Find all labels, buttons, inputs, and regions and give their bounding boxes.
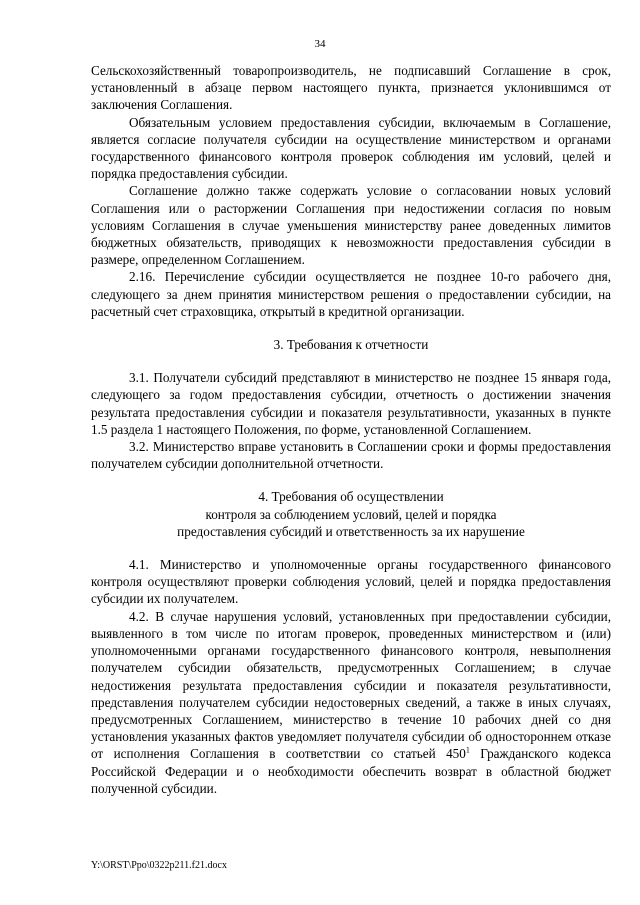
section-4-heading-line: 4. Требования об осуществлении	[258, 489, 444, 505]
paragraph: 4.1. Министерство и уполномоченные органы государственного финансового контроля осуществляют проверки соблюдения условий, целей и порядка предоставления субсидии их получателем.	[91, 557, 611, 607]
section-4-heading-line: предоставления субсидий и ответственность за их нарушение	[177, 523, 525, 539]
section-4-heading-line: контроля за соблюдением условий, целей и порядка	[205, 506, 497, 522]
superscript: 1	[465, 745, 470, 755]
paragraph-text: Гражданского кодекса Российской Федерации и о необходимости обеспечить возврат в областной бюджет полученной субсидии.	[91, 746, 611, 796]
paragraph: 2.16. Перечисление субсидии осуществляется не позднее 10-го рабочего дня, следующего за днем принятия министерством решения о предоставлении субсидии, на расчетный счет страховщика, открытый в кредитной организации.	[91, 269, 611, 319]
paragraph: Сельскохозяйственный товаропроизводитель, не подписавший Соглашение в срок, установленный в абзаце первом настоящего пункта, признается уклонившимся от заключения Соглашения.	[91, 63, 611, 113]
paragraph	[91, 608, 611, 797]
paragraph: Обязательным условием предоставления субсидии, включаемым в Соглашение, является согласие получателя субсидии на осуществление министерством и органами государственного финансового контроля проверок соблюдения им условий, целей и порядка предоставления субсидии.	[91, 114, 611, 182]
paragraph: Соглашение должно также содержать условие о согласовании новых условий Соглашения или о расторжении Соглашения при недостижении согласия по новым условиям Соглашения в случае уменьшения министерству ранее доведенных лимитов бюджетных обязательств, приводящих к невозможности предоставления субсидии в размере, определенном Соглашением.	[91, 183, 611, 268]
paragraph: 3.1. Получатели субсидий представляют в министерство не позднее 15 января года, следующего за годом предоставления субсидии, отчетность о достижении значения результата предоставления субсидии и показателя результативности, указанных в пункте 1.5 раздела 1 настоящего Положения, по форме, установленной Соглашением.	[91, 370, 611, 437]
paragraph: 3.2. Министерство вправе установить в Соглашении сроки и формы предоставления получателем субсидии дополнительной отчетности.	[91, 439, 611, 472]
section-3-heading: 3. Требования к отчетности	[273, 337, 429, 353]
page-number: 34	[314, 38, 326, 50]
document-body	[91, 62, 611, 797]
paragraph-text: 4.2. В случае нарушения условий, установленных при предоставлении субсидии, выявленного в том числе по итогам проверок, проведенных министерством и (или) уполномоченными органами государственного финансового контроля, невыполнения получателем субсидии обязательств, предусмотренных Соглашением; в случае недостижения результата предоставления субсидии и показателя результативности, представления получателем субсидии недостоверных сведений, а также в иных случаях, предусмотренных Соглашением, министерство в течение 10 рабочих дней со дня установления указанных фактов уведомляет получателя субсидии об одностороннем отказе от исполнения Соглашения в соответствии со статьей 450	[91, 608, 611, 762]
section-4-heading	[91, 488, 611, 540]
footer-file-path: Y:\ORST\Ppo\0322p211.f21.docx	[91, 860, 227, 871]
